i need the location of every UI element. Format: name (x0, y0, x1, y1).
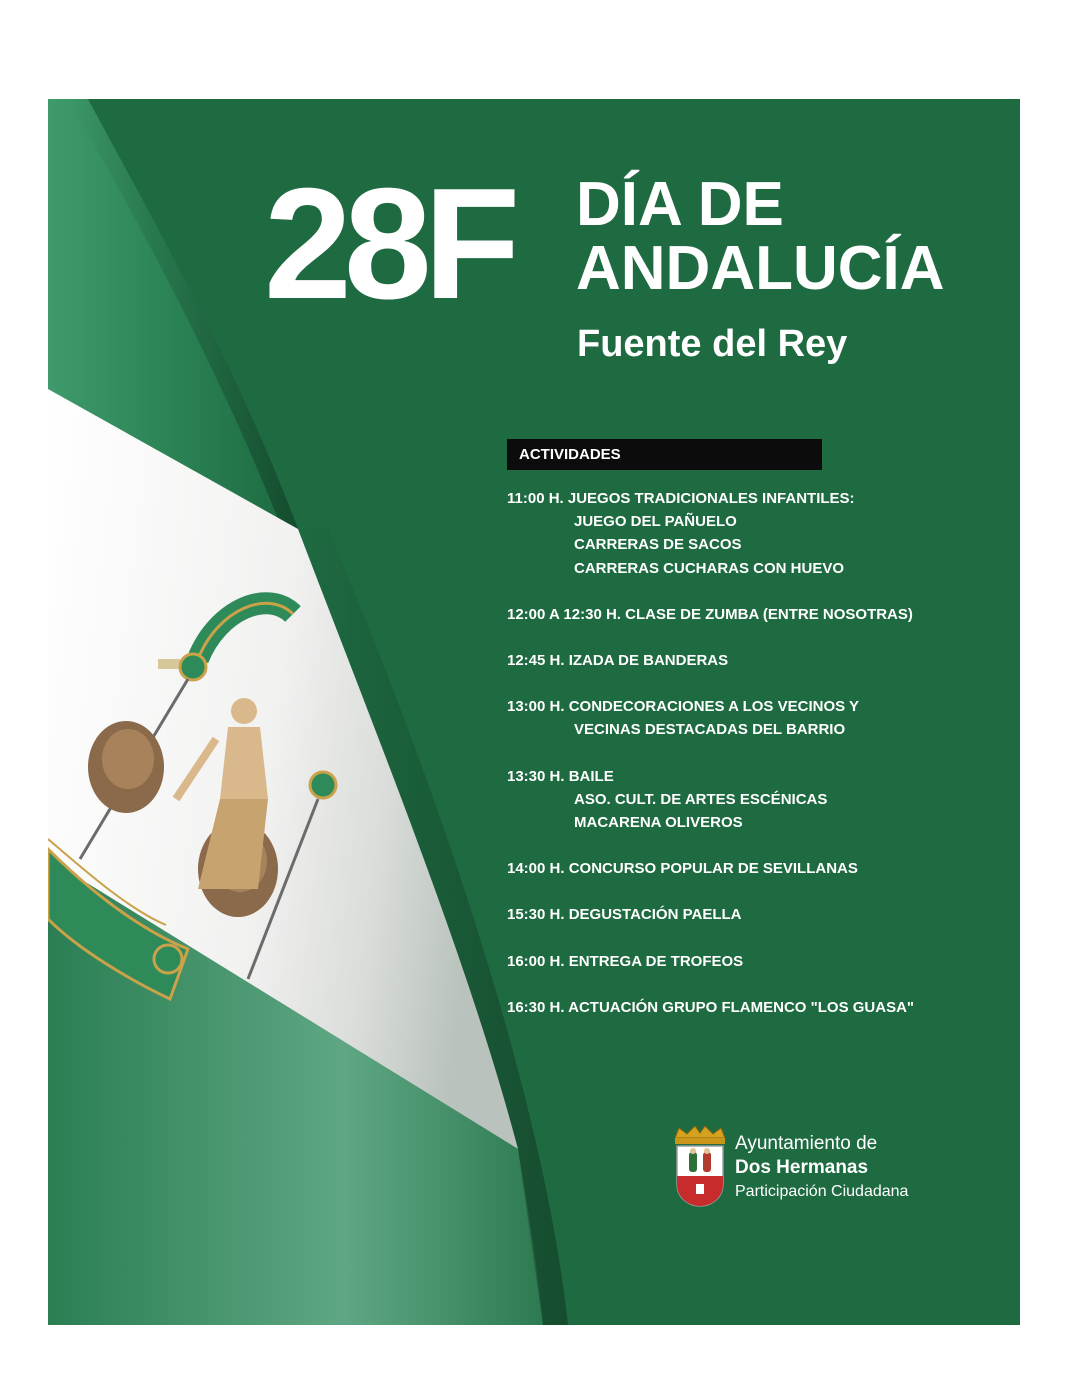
activity-time-title: 16:30 H. ACTUACIÓN GRUPO FLAMENCO "LOS GUASA" (507, 998, 915, 1016)
event-title (576, 170, 945, 303)
organizer-name (735, 1132, 908, 1204)
event-poster (48, 99, 1020, 1325)
activities-list (507, 487, 1007, 1042)
activity-time-title: 14:00 H. CONCURSO POPULAR DE SEVILLANAS (507, 860, 858, 878)
activities-label-bar (507, 439, 822, 470)
organizer-line-2: Dos Hermanas (735, 1157, 869, 1178)
dos-hermanas-coat-of-arms-icon (669, 1124, 731, 1208)
organizer-line-3: Participación Ciudadana (735, 1183, 909, 1200)
activity-time-title: 15:30 H. DEGUSTACIÓN PAELLA (507, 906, 742, 924)
activity-item (507, 950, 1007, 973)
activities-label: ACTIVIDADES (519, 446, 621, 463)
activity-detail: ASO. CULT. DE ARTES ESCÉNICAS (574, 790, 828, 808)
event-title-line-1: DÍA DE (576, 170, 784, 239)
activity-item (507, 695, 1007, 741)
activity-time-title: 13:30 H. BAILE (507, 767, 614, 785)
activity-detail: CARRERAS DE SACOS (574, 536, 742, 554)
activity-item (507, 857, 1007, 880)
activity-item (507, 996, 1007, 1019)
activity-time-title: 16:00 H. ENTREGA DE TROFEOS (507, 952, 744, 970)
activity-detail: VECINAS DESTACADAS DEL BARRIO (574, 721, 846, 739)
organizer-logo (669, 1124, 949, 1208)
event-title-line-2: ANDALUCÍA (576, 234, 945, 303)
activity-time-title: 12:45 H. IZADA DE BANDERAS (507, 652, 729, 670)
activity-item (507, 603, 1007, 626)
activity-time-title: 12:00 A 12:30 H. CLASE DE ZUMBA (ENTRE NOSOTRAS) (507, 605, 913, 623)
activity-item (507, 487, 1007, 580)
activity-item (507, 903, 1007, 926)
date-headline: 28F (264, 156, 513, 332)
event-location: Fuente del Rey (577, 323, 848, 365)
activity-time-title: 13:00 H. CONDECORACIONES A LOS VECINOS Y (507, 698, 860, 716)
organizer-line-1: Ayuntamiento de (735, 1133, 878, 1154)
activity-time-title: 11:00 H. JUEGOS TRADICIONALES INFANTILES: (507, 490, 855, 507)
activity-detail: MACARENA OLIVEROS (574, 814, 743, 832)
activity-item (507, 765, 1007, 835)
activity-item (507, 649, 1007, 672)
activity-detail: CARRERAS CUCHARAS CON HUEVO (574, 559, 845, 577)
activity-detail: JUEGO DEL PAÑUELO (574, 513, 737, 531)
